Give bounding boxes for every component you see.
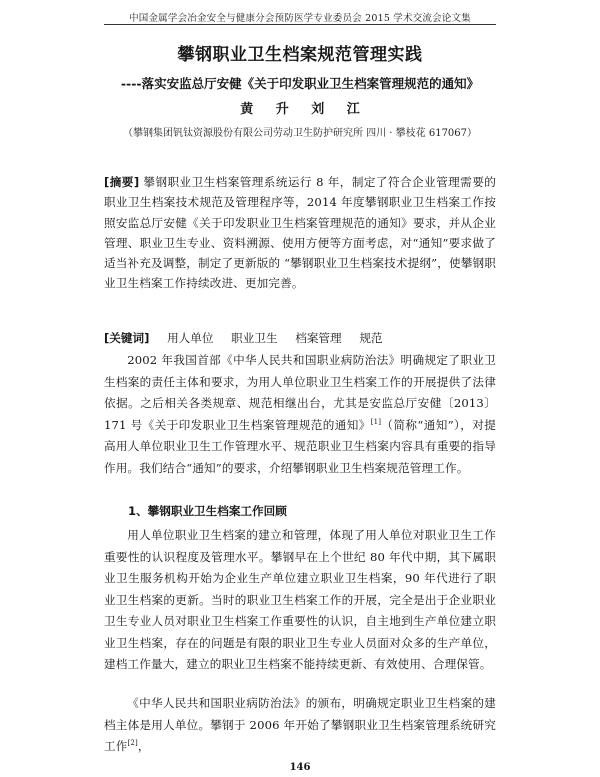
citation-ref-1[interactable]: [1]	[370, 417, 382, 426]
keyword: 职业卫生	[231, 331, 278, 345]
section-heading: 1、攀钢职业卫生档案工作回顾	[128, 504, 287, 518]
page-number: 146	[289, 762, 311, 773]
citation-ref-2[interactable]: [2]	[127, 739, 138, 747]
keyword: 规范	[359, 331, 383, 345]
paragraph-text-tail: ，	[137, 739, 150, 753]
paragraph-text: 2002 年我国首部《中华人民共和国职业病防治法》明确规定了职业卫生档案的责任主体和要求，为用人单位职业卫生档案工作的开展提供了法律依据。之后相关各类规章、规范相继出台，尤其是安监总厅安健〔2013〕171 号《关于印发职业卫生档案管理规范的通知》	[104, 353, 496, 432]
article-title: 攀钢职业卫生档案规范管理实践	[177, 45, 423, 65]
paragraph-text-tail: （简称“通知”），对提高用人单位职业卫生工作管理水平、规范职业卫生档案内容具有重要的指导作用。我们结合“通知”的要求，介绍攀钢职业卫生档案规范管理工作。	[104, 417, 496, 475]
running-head: 中国金属学会冶金安全与健康分会预防医学专业委员会 2015 学术交流会论文集	[129, 13, 471, 24]
body-paragraph-2	[104, 525, 496, 676]
header-rule	[104, 24, 496, 25]
keyword: 档案管理	[295, 331, 342, 345]
abstract-label: [摘要]	[104, 175, 140, 189]
keywords-label: [关键词]	[104, 331, 150, 345]
abstract-text: 攀钢职业卫生档案管理系统运行 8 年，制定了符合企业管理需要的职业卫生档案技术规范及管理程序等，2014 年度攀钢职业卫生档案工作按照安监总厅安健《关于印发职业卫生档案管理规范的通知》要求，并从企业管理、职业卫生专业、资料溯源、使用方便等方面考虑，对“通知”要求做了适当补充及调整，制定了更新版的 “攀钢职业卫生档案技术提纲”，使攀钢职业卫生档案工作持续改进、更加完善。	[104, 175, 497, 291]
paragraph-text: 《中华人民共和国职业病防治法》的颁布，明确规定职业卫生档案的建档主体是用人单位。攀钢于 2006 年开始了攀钢职业卫生档案管理系统研究工作	[104, 696, 496, 753]
keywords	[104, 328, 496, 348]
author-1: 黄 升	[240, 102, 289, 117]
authors	[0, 98, 600, 117]
abstract	[104, 172, 496, 294]
body-paragraph-1	[104, 350, 496, 479]
body-paragraph-3	[104, 693, 496, 758]
article-subtitle: ----落实安监总厅安健《关于印发职业卫生档案管理规范的通知》	[120, 76, 480, 91]
author-2: 刘 江	[311, 102, 360, 117]
paragraph-text: 用人单位职业卫生档案的建立和管理，体现了用人单位对职业卫生工作重要性的认识程度及管理水平。攀钢早在上个世纪 80 年代中期，其下属职业卫生服务机构开始为企业生产单位建立职业卫生档案，90 年代进行了职业卫生档案的更新。当时的职业卫生档案工作的开展，完全是出于企业职业卫生专业人员对职业卫生档案工作重要性的认识，自主地到生产单位建立职业卫生档案，存在的问题是有限的职业卫生专业人员面对众多的生产单位，建档工作量大，建立的职业卫生档案不能持续更新、有效使用、合理保管。	[104, 528, 496, 671]
affiliation: （攀钢集团钒钛资源股份有限公司劳动卫生防护研究所 四川 · 攀枝花 617067）	[122, 128, 478, 139]
keyword: 用人单位	[167, 331, 214, 345]
